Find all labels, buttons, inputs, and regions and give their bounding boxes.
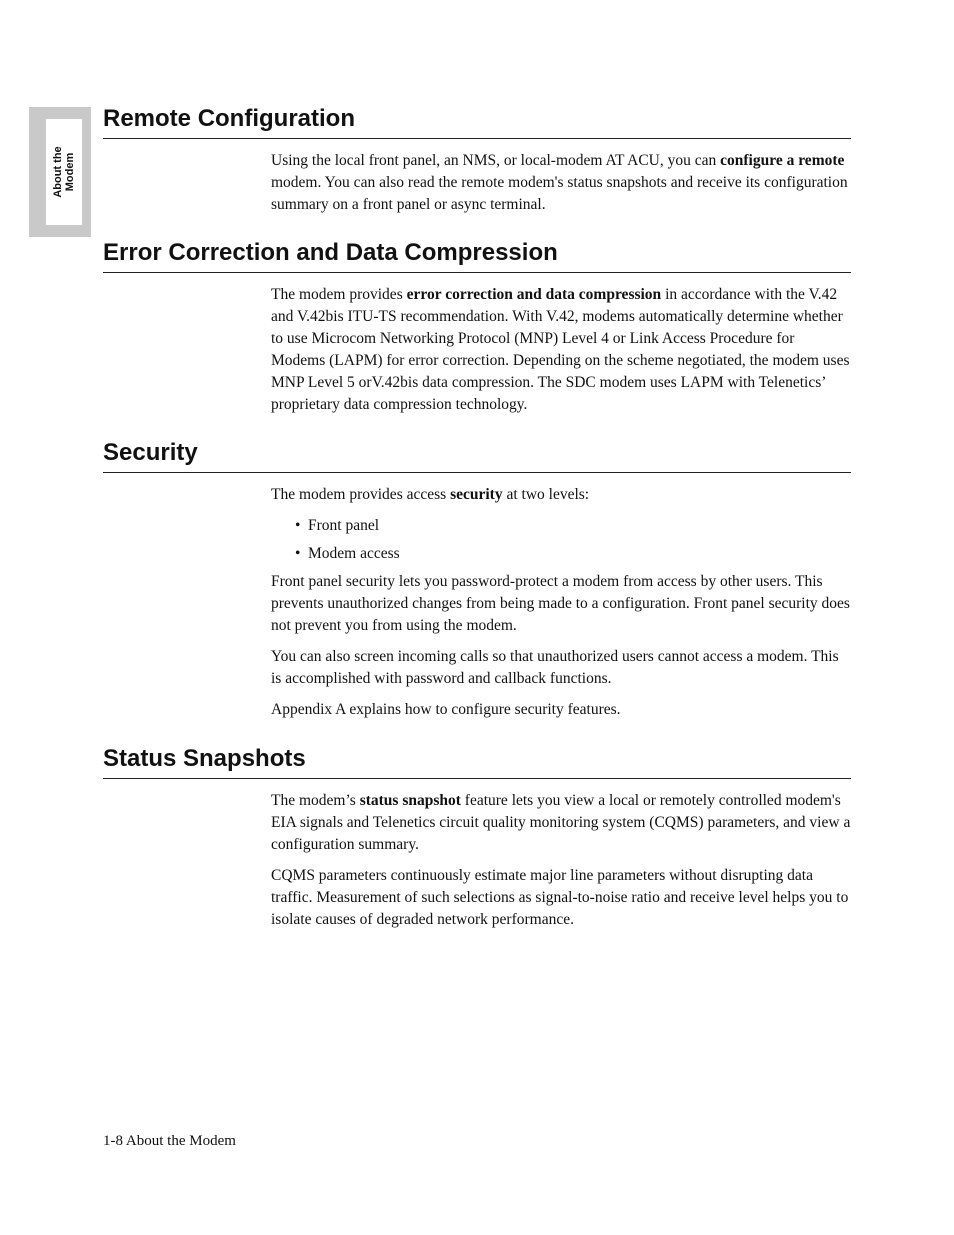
text-run: in accordance with the V.42 and V.42bis ITU-TS recommendation. With V.42, modems automatically determine whether to use Microcom Networking Protocol (MNP) Level 4 or Link Access Procedure for Modems (LAPM) for error correction. Depending on the scheme negotiated, the modem uses MNP Level 5 orV.42bis data compression. The SDC modem uses LAPM with Telenetics’ proprietary data compression technology. [271,286,850,413]
bold-term: error correction and data compression [406,286,662,303]
page-footer: 1-8 About the Modem [103,1133,236,1149]
list-item-text: Modem access [308,545,400,562]
paragraph [271,284,851,416]
list-item-text: Front panel [308,517,380,534]
text-run: The modem provides [271,286,407,303]
text-run: at two levels: [502,486,590,503]
side-tab-line1: About the [52,146,64,198]
bold-term: configure a remote [720,152,845,169]
paragraph [271,484,851,506]
bold-term: status snapshot [359,792,461,809]
heading-status-snapshots: Status Snapshots [103,745,851,779]
paragraph: You can also screen incoming calls so that unauthorized users cannot access a modem. This is accomplished with password and callback functions. [271,648,839,687]
chapter-side-tab-text [52,146,76,197]
section-body [271,273,851,416]
bullet-list [271,515,851,565]
bold-term: security [450,486,503,503]
side-tab-line2: Modem [64,152,76,192]
section-body [271,139,851,216]
text-run: The modem provides access [271,486,451,503]
text-run: The modem’s [271,792,360,809]
paragraph [271,790,851,856]
section-body [271,473,851,721]
list-item [271,543,851,565]
section-remote-configuration [103,105,851,225]
section-error-correction [103,239,851,425]
paragraph [271,150,851,216]
paragraph: Appendix A explains how to configure security features. [271,701,621,718]
heading-security: Security [103,439,851,473]
bullet-icon: • [295,545,301,562]
chapter-side-tab [29,107,91,237]
bullet-icon: • [295,517,301,534]
section-status-snapshots [103,745,851,940]
heading-error-correction: Error Correction and Data Compression [103,239,851,273]
text-run: feature lets you view a local or remotely controlled modem's EIA signals and Telenetics circuit quality monitoring system (CQMS) parameters, and view a configuration summary. [271,792,851,853]
list-item [271,515,851,537]
heading-remote-configuration: Remote Configuration [103,105,851,139]
section-security [103,439,851,730]
chapter-side-tab-label-box [46,119,82,225]
text-run: modem. You can also read the remote modem's status snapshots and receive its configuration summary on a front panel or async terminal. [271,174,848,213]
section-body [271,779,851,931]
paragraph: Front panel security lets you password-protect a modem from access by other users. This prevents unauthorized changes from being made to a configuration. Front panel security does not prevent you from using the modem. [271,573,850,634]
paragraph: CQMS parameters continuously estimate major line parameters without disrupting data traffic. Measurement of such selections as signal-to-noise ratio and receive level helps you to isolate causes of degraded network performance. [271,867,849,928]
text-run: Using the local front panel, an NMS, or local-modem AT ACU, you can [271,152,721,169]
